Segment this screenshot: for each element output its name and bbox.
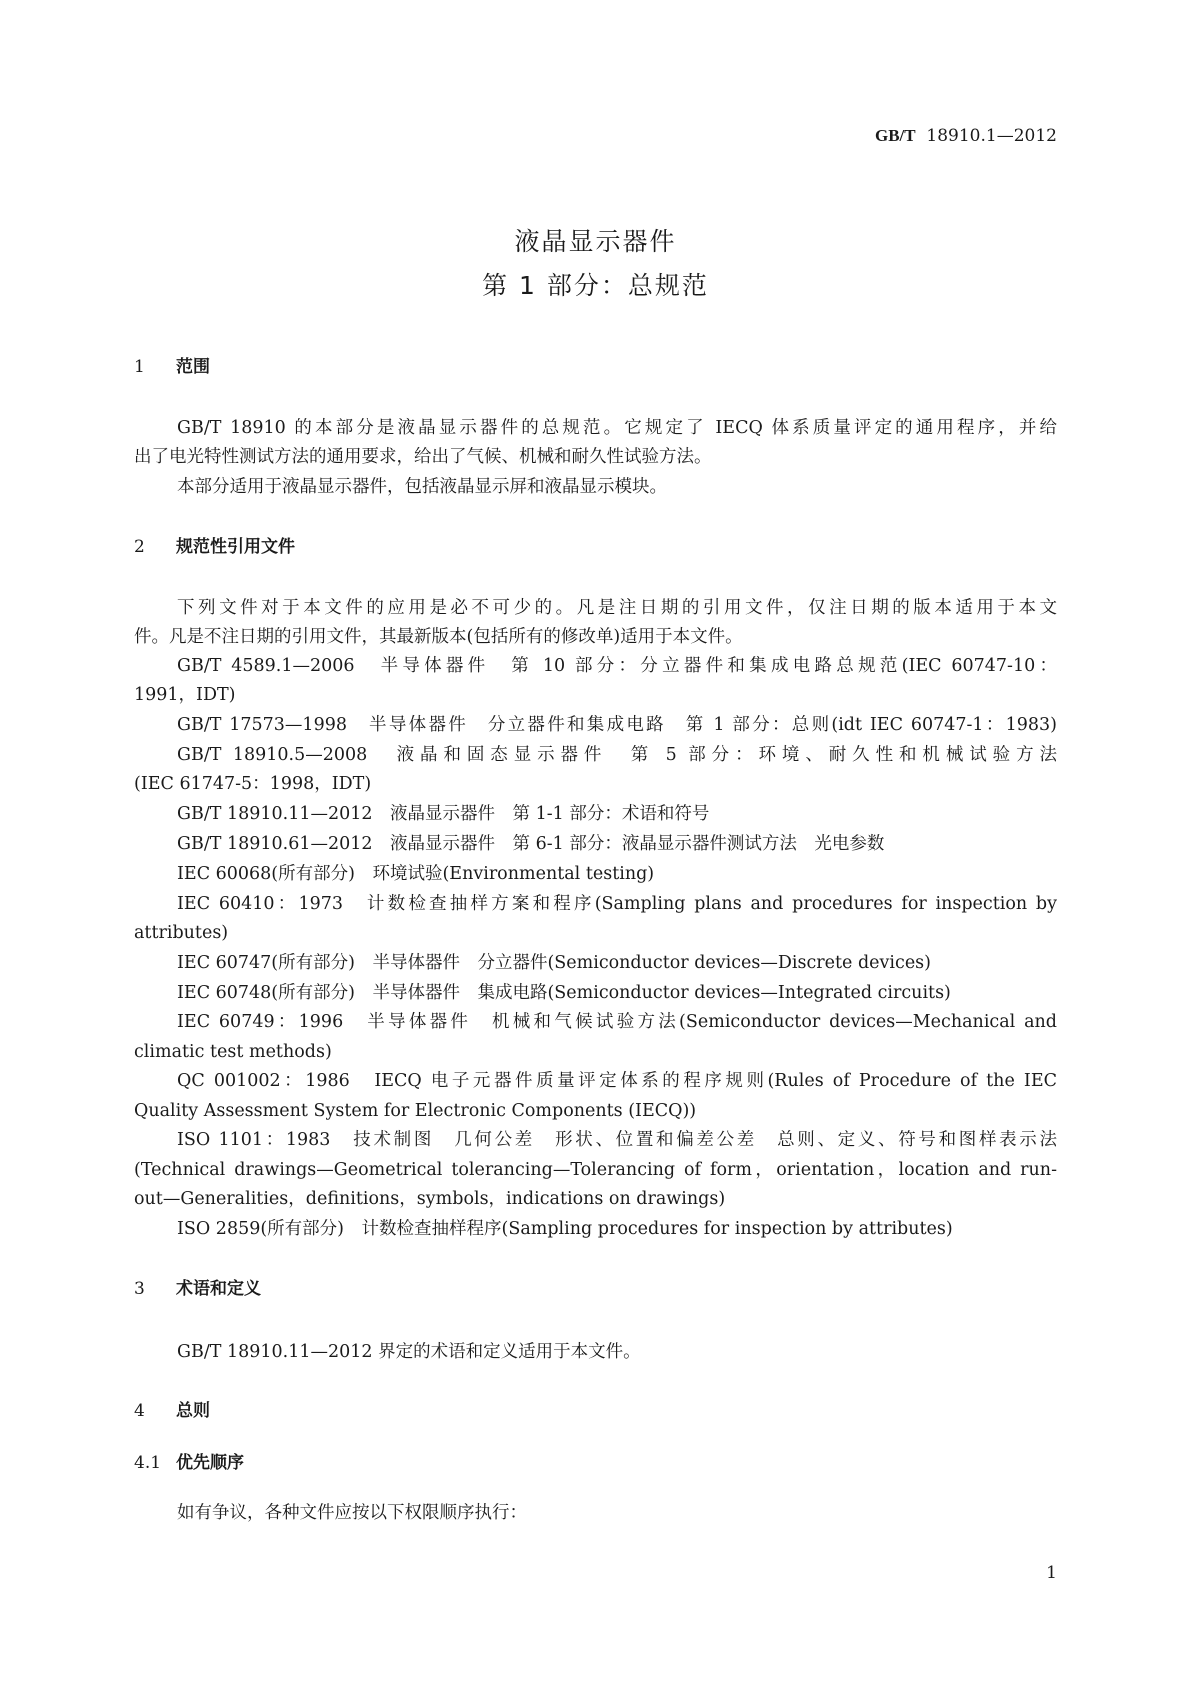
reference-line: ISO 2859(所有部分) 计数检查抽样程序(Sampling procedures for inspection by attributes) (177, 1219, 953, 1239)
section-heading: 3 术语和定义 (134, 1279, 261, 1299)
reference-line: GB/T 18910.61—2012 液晶显示器件 第 6-1 部分：液晶显示器件测试方法 光电参数 (177, 834, 885, 854)
section-heading: 4 总则 (134, 1401, 210, 1421)
reference-line: GB/T 18910.5—2008 液晶和固态显示器件 第 5 部分：环境、耐久性和机械试验方法 (177, 745, 1057, 765)
section-heading: 1 范围 (134, 357, 210, 377)
reference-line: climatic test methods) (134, 1042, 332, 1062)
reference-line: out—Generalities，definitions，symbols，indications on drawings) (134, 1189, 726, 1209)
reference-line: IEC 60410：1973 计数检查抽样方案和程序(Sampling plans and procedures for inspection by (177, 894, 1057, 914)
reference-line: 1991，IDT) (134, 685, 236, 705)
doc-subtitle: 第 1 部分：总规范 (482, 271, 709, 300)
text-line: 本部分适用于液晶显示器件，包括液晶显示屏和液晶显示模块。 (177, 477, 667, 497)
reference-line: GB/T 4589.1—2006 半导体器件 第 10 部分：分立器件和集成电路总规范(IEC 60747-10： (177, 656, 1057, 676)
text-line: GB/T 18910 的本部分是液晶显示器件的总规范。它规定了 IECQ 体系质量评定的通用程序，并给 (177, 418, 1057, 438)
text-line: 出了电光特性测试方法的通用要求，给出了气候、机械和耐久性试验方法。 (134, 447, 712, 467)
reference-line: QC 001002：1986 IECQ 电子元器件质量评定体系的程序规则(Rules of Procedure of the IEC (177, 1071, 1057, 1091)
reference-line: GB/T 18910.11—2012 液晶显示器件 第 1-1 部分：术语和符号 (177, 804, 710, 824)
reference-line: (Technical drawings—Geometrical tolerancing—Tolerancing of form，orientation，location and run- (134, 1160, 1057, 1180)
standard-code-header (875, 126, 1057, 146)
reference-line: IEC 60748(所有部分) 半导体器件 集成电路(Semiconductor devices—Integrated circuits) (177, 983, 951, 1003)
reference-line: ISO 1101：1983 技术制图 几何公差 形状、位置和偏差公差 总则、定义、符号和图样表示法 (177, 1130, 1057, 1150)
text-line: 如有争议，各种文件应按以下权限顺序执行： (177, 1503, 527, 1523)
code-number: 18910.1—2012 (926, 126, 1057, 146)
page-number: 1 (1046, 1563, 1057, 1583)
reference-line: attributes) (134, 923, 229, 943)
text-line: GB/T 18910.11—2012 界定的术语和定义适用于本文件。 (177, 1342, 641, 1362)
reference-line: IEC 60068(所有部分) 环境试验(Environmental testing) (177, 864, 655, 884)
reference-line: Quality Assessment System for Electronic Components (IECQ)) (134, 1101, 697, 1121)
reference-line: IEC 60749：1996 半导体器件 机械和气候试验方法(Semiconductor devices—Mechanical and (177, 1012, 1057, 1032)
doc-title: 液晶显示器件 (514, 227, 677, 256)
reference-line: IEC 60747(所有部分) 半导体器件 分立器件(Semiconductor devices—Discrete devices) (177, 953, 931, 973)
code-prefix: GB/T (874, 126, 916, 145)
text-line: 下列文件对于本文件的应用是必不可少的。凡是注日期的引用文件，仅注日期的版本适用于本文 (177, 598, 1057, 618)
text-line: 件。凡是不注日期的引用文件，其最新版本(包括所有的修改单)适用于本文件。 (134, 627, 743, 647)
subsection-heading: 4.1 优先顺序 (134, 1453, 244, 1473)
reference-line: GB/T 17573—1998 半导体器件 分立器件和集成电路 第 1 部分：总则(idt IEC 60747-1：1983) (177, 715, 1057, 735)
section-heading: 2 规范性引用文件 (134, 537, 295, 557)
reference-line: (IEC 61747-5：1998，IDT) (134, 774, 372, 794)
